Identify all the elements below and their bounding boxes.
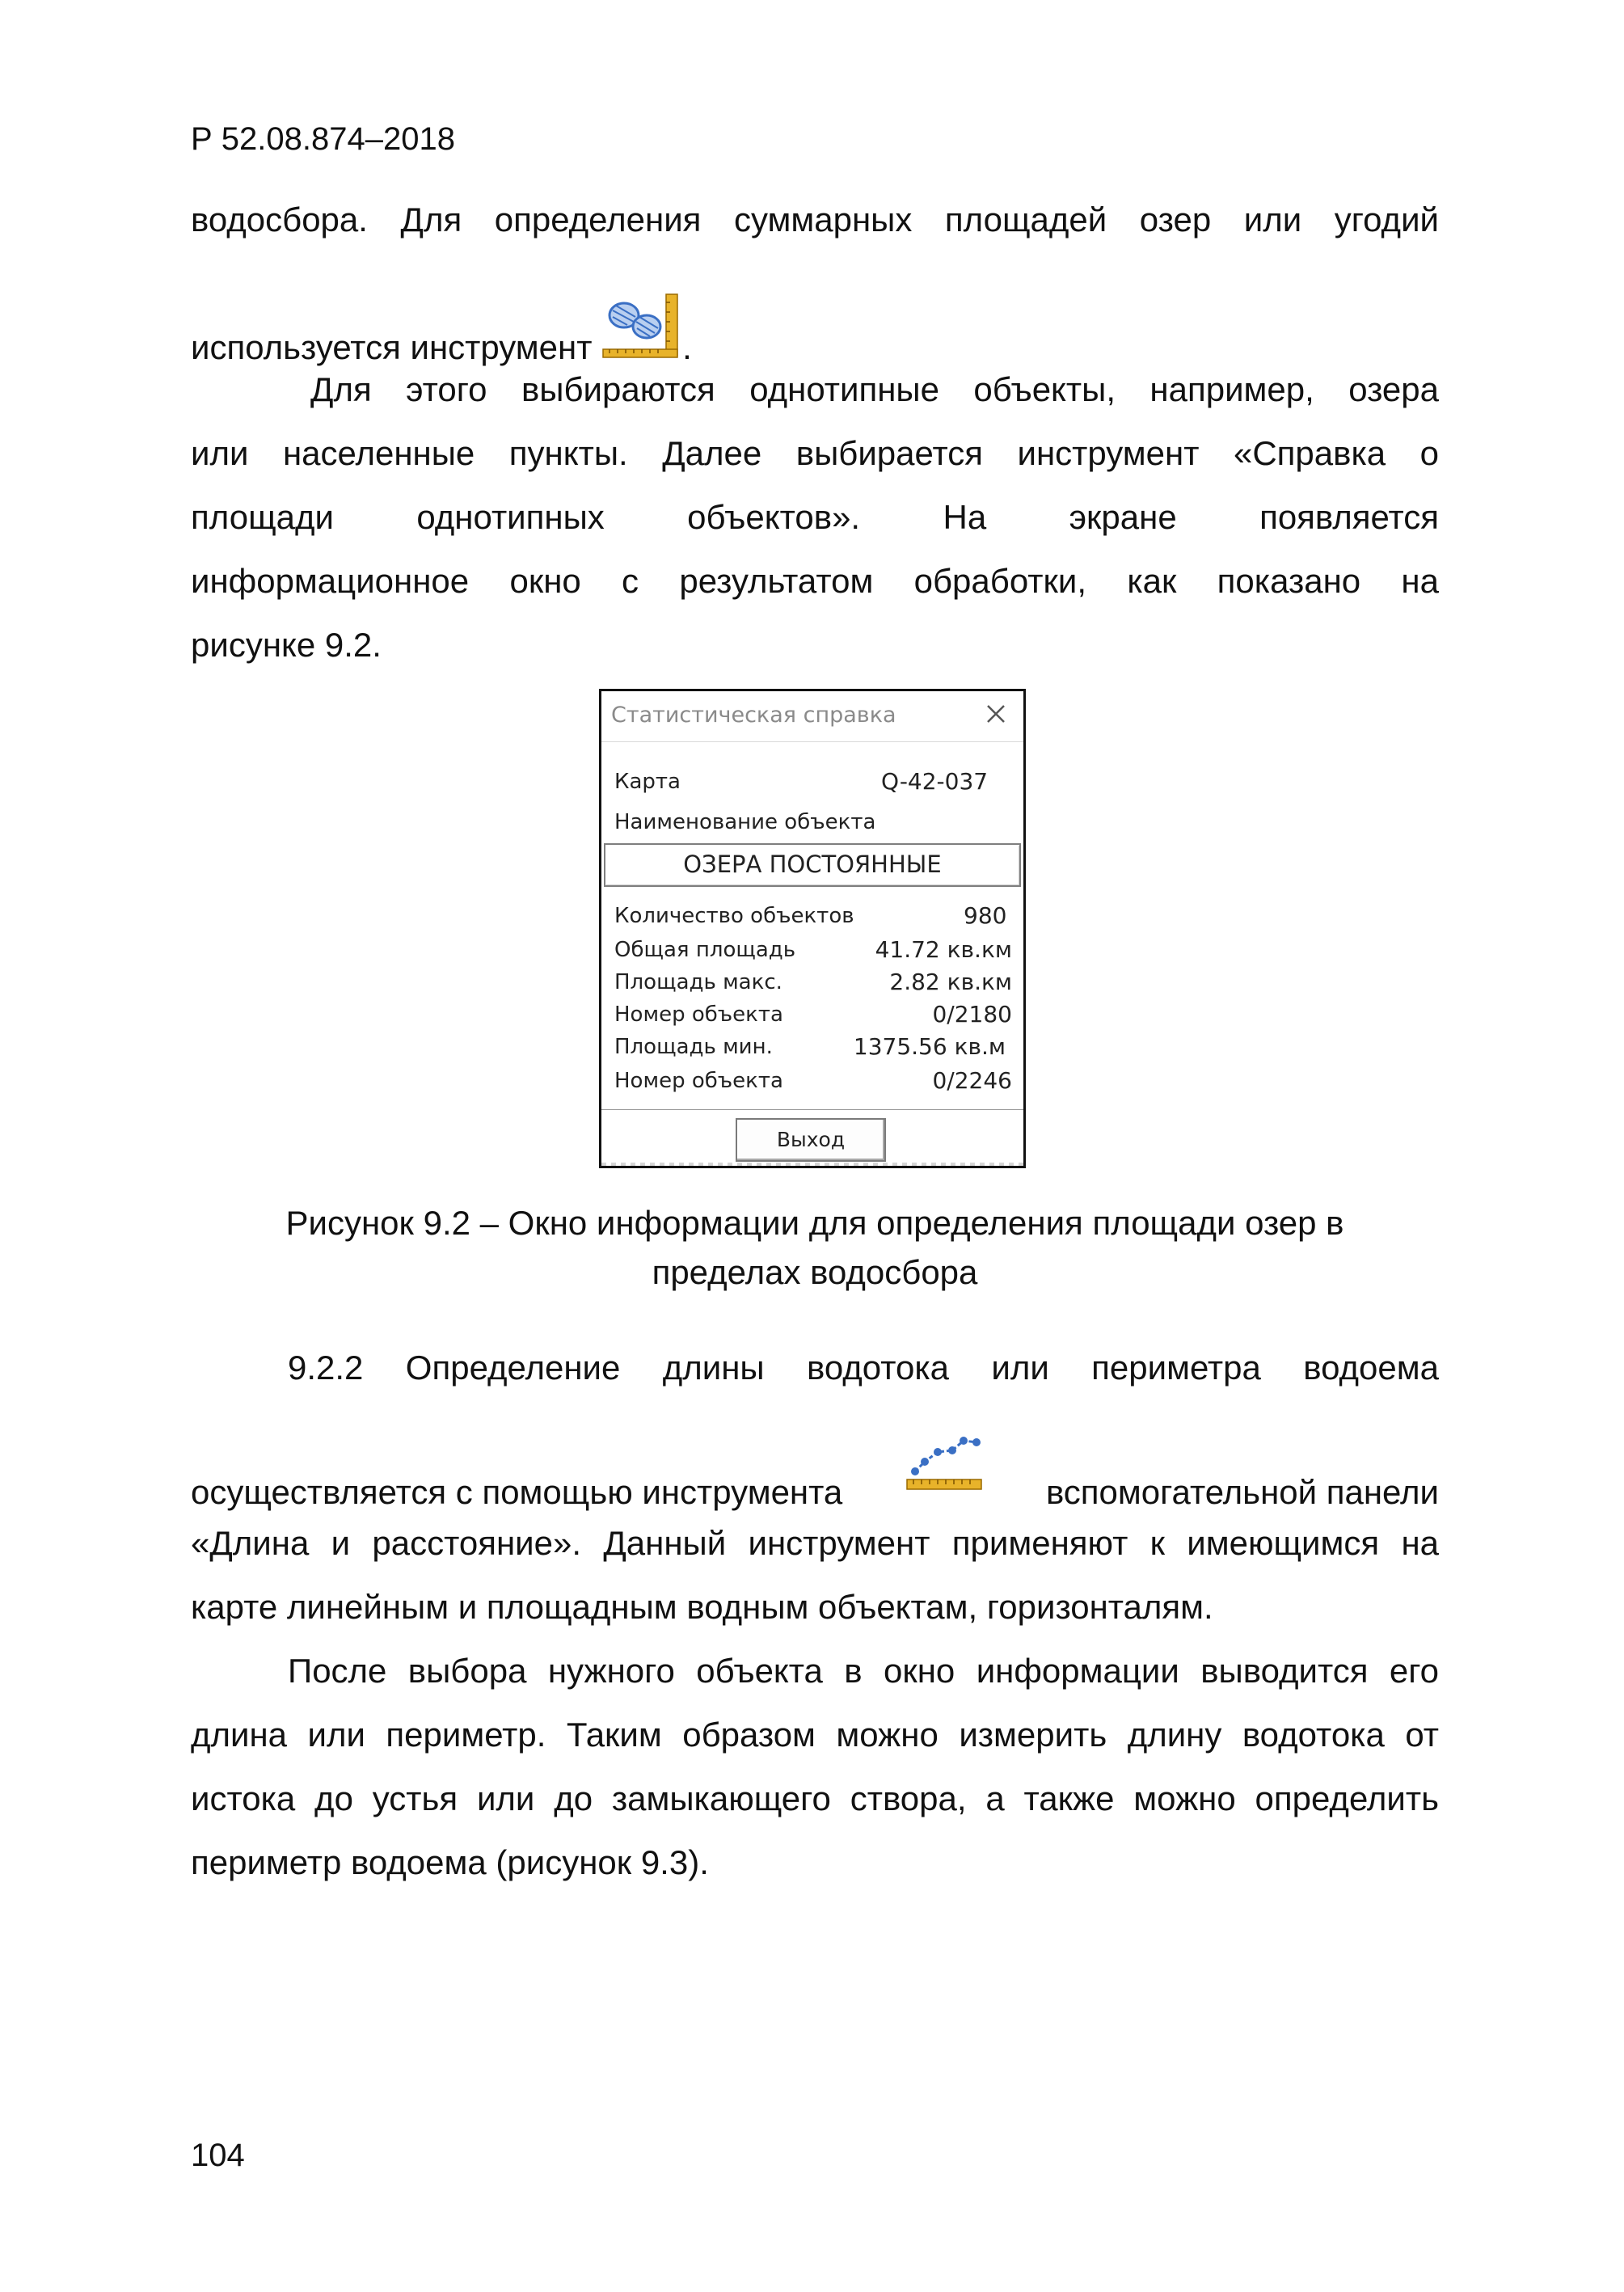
paragraph-4-line-2: длина или периметр. Таким образом можно измерить длину водотока от — [191, 1716, 1439, 1754]
dialog-title: Статистическая справка — [611, 703, 896, 728]
total-area-row — [614, 935, 1012, 964]
title-separator — [601, 741, 1023, 742]
paragraph-1-period: . — [682, 328, 692, 366]
count-value: 980 — [964, 902, 1007, 929]
map-value: Q-42-037 — [881, 768, 989, 795]
max-object-row — [614, 1000, 1012, 1029]
object-name-field: ОЗЕРА ПОСТОЯННЫЕ — [604, 843, 1021, 887]
paragraph-2-line-5: рисунке 9.2. — [191, 626, 382, 664]
dialog-bottom-edge — [601, 1163, 1023, 1166]
max-object-label: Номер объекта — [614, 1002, 783, 1027]
paragraph-3-text-start: осуществляется с помощью инструмента — [191, 1473, 843, 1511]
count-label: Количество объектов — [614, 904, 854, 928]
paragraph-2-line-4: информационное окно с результатом обработки, как показано на — [191, 562, 1439, 600]
max-area-label: Площадь макс. — [614, 970, 782, 994]
paragraph-4-line-3: истока до устья или до замыкающего створа, а также можно определить — [191, 1779, 1439, 1817]
paragraph-4-line-1: После выбора нужного объекта в окно информации выводится его — [288, 1652, 1439, 1690]
length-measure-icon — [905, 1436, 983, 1513]
min-area-label: Площадь мин. — [614, 1035, 773, 1059]
total-area-label: Общая площадь — [614, 938, 796, 962]
map-row — [614, 767, 1012, 796]
object-name-label: Наименование объекта — [614, 810, 876, 834]
map-label: Карта — [614, 770, 681, 794]
close-icon[interactable] — [980, 698, 1012, 730]
max-area-value: 2.82 кв.км — [889, 969, 1012, 995]
paragraph-3-line-4: карте линейным и площадным водным объектам, горизонталям. — [191, 1588, 1213, 1626]
paragraph-1-text: используется инструмент — [191, 328, 593, 366]
object-name-row — [614, 808, 1012, 837]
caption-line-1: Рисунок 9.2 – Окно информации для определения площади озер в — [285, 1204, 1344, 1242]
caption-line-2: пределах водосбора — [652, 1253, 978, 1291]
min-area-row — [614, 1032, 1012, 1062]
paragraph-2-line-3: площади однотипных объектов». На экране появляется — [191, 498, 1439, 536]
paragraph-3-line-1: 9.2.2 Определение длины водотока или периметра водоема — [288, 1349, 1439, 1387]
min-area-value: 1375.56 кв.м — [853, 1033, 1006, 1060]
total-area-value: 41.72 кв.км — [875, 936, 1012, 963]
min-object-label: Номер объекта — [614, 1069, 783, 1093]
button-separator — [601, 1109, 1023, 1110]
document-code: Р 52.08.874–2018 — [191, 121, 455, 157]
page-number: 104 — [191, 2138, 245, 2173]
paragraph-2-line-2: или населенные пункты. Далее выбирается инструмент «Справка о — [191, 434, 1439, 472]
figure-caption — [191, 1198, 1439, 1297]
paragraph-3-line-3: «Длина и расстояние». Данный инструмент применяют к имеющимся на — [191, 1524, 1439, 1562]
max-area-row — [614, 968, 1012, 997]
min-object-value: 0/2246 — [932, 1067, 1012, 1094]
paragraph-3-text-end: вспомогательной панели — [1045, 1473, 1439, 1511]
paragraph-4-line-4: периметр водоема (рисунок 9.3). — [191, 1843, 709, 1881]
max-object-value: 0/2180 — [932, 1001, 1012, 1028]
min-object-row — [614, 1066, 1012, 1095]
count-row — [614, 901, 1012, 931]
paragraph-1-line-1: водосбора. Для определения суммарных площадей озер или угодий — [191, 200, 1439, 238]
paragraph-2-line-1: Для этого выбираются однотипные объекты, например, озера — [310, 370, 1439, 408]
exit-button[interactable]: Выход — [736, 1118, 886, 1162]
statistics-dialog — [599, 689, 1026, 1168]
